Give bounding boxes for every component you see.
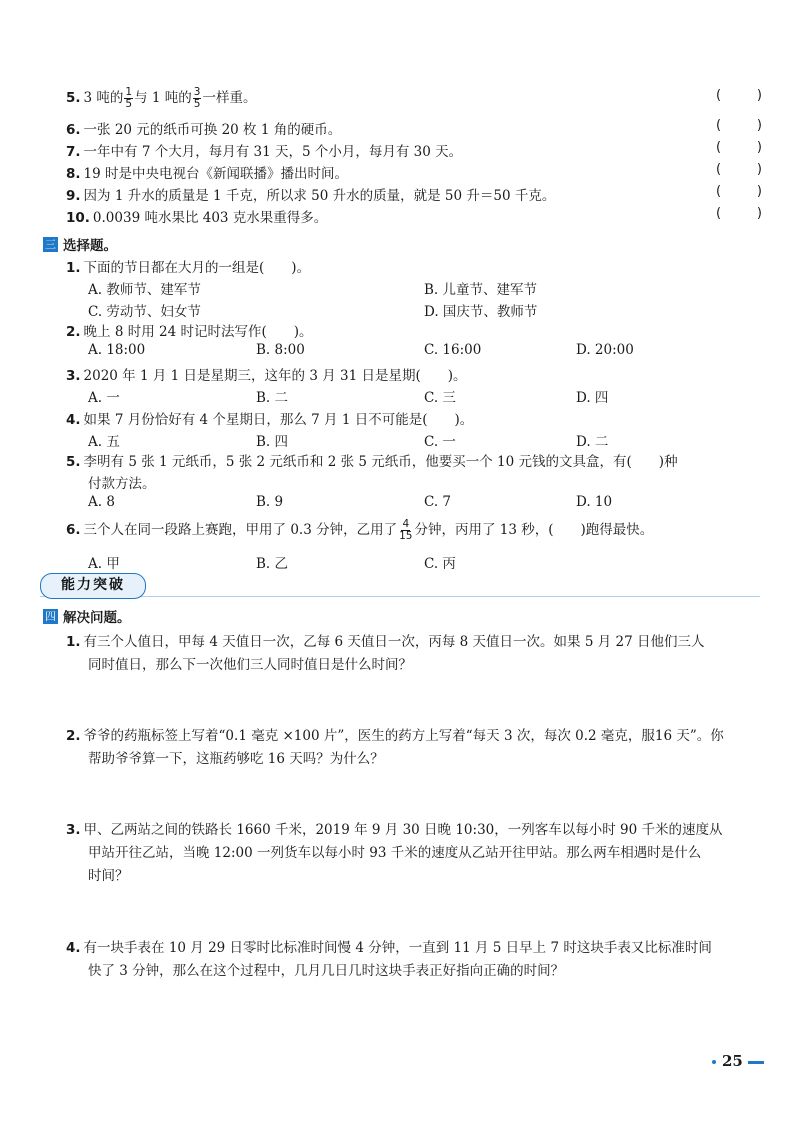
option[interactable]: C. 三 [424, 390, 456, 406]
section-title: 解决问题。 [63, 610, 131, 626]
choice-question-6: 6. 三个人在同一段路上赛跑，甲用了 0.3 分钟，乙用了 $\frac{4}{15}$ 分钟，丙用了 13 秒，( )跑得最快。 [66, 518, 654, 542]
option[interactable]: C. 16:00 [424, 342, 482, 358]
judge-item-7: 7. 一年中有 7 个大月，每月有 31 天，5 个小月，每月有 30 天。 [66, 144, 463, 160]
option[interactable]: A. 18:00 [88, 342, 146, 358]
option[interactable]: A. 五 [88, 434, 120, 450]
dot-ornament [712, 1060, 716, 1064]
choice-question-3: 3. 2020 年 1 月 1 日是星期三，这年的 3 月 31 日是星期( )。 [66, 368, 467, 384]
option[interactable]: A. 教师节、建军节 [88, 282, 201, 298]
option[interactable]: D. 四 [576, 390, 609, 406]
choice-question-4: 4. 如果 7 月份恰好有 4 个星期日，那么 7 月 1 日不可能是( )。 [66, 412, 474, 428]
fraction: $\frac{4}{15}$ [399, 518, 413, 542]
option[interactable]: B. 儿童节、建军节 [424, 282, 538, 298]
option[interactable]: B. 9 [256, 494, 284, 510]
section-badge: 四 [45, 609, 56, 623]
section-header-problems [43, 606, 131, 626]
judge-item-6: 6. 一张 20 元的纸币可换 20 枚 1 角的硬币。 [66, 122, 342, 138]
problem-3-line-3: 时间？ [88, 868, 129, 884]
problem-2-line-1: 2. 爷爷的药瓶标签上写着“0.1 毫克 ×100 片”，医生的药方上写着“每天 3 次，每次 0.2 毫克，服16 天”。你 [66, 728, 724, 744]
answer-blank[interactable]: ( ) [716, 140, 762, 155]
fraction: $\frac{3}{5}$ [193, 86, 201, 110]
choice-question-1: 1. 下面的节日都在大月的一组是( )。 [66, 260, 311, 276]
ability-banner: 能力突破 [40, 573, 146, 599]
answer-blank[interactable]: ( ) [716, 88, 762, 103]
option[interactable]: D. 二 [576, 434, 609, 450]
option[interactable]: A. 甲 [88, 556, 120, 572]
judge-item-5: 5. 3 吨的 $\frac{1}{5}$ 与 1 吨的 $\frac{3}{5}$ 一样重。 [66, 86, 257, 110]
answer-blank[interactable]: ( ) [716, 184, 762, 199]
option[interactable]: C. 丙 [424, 556, 456, 572]
option[interactable]: C. 劳动节、妇女节 [88, 304, 201, 320]
problem-3-line-1: 3. 甲、乙两站之间的铁路长 1660 千米，2019 年 9 月 30 日晚 10:30，一列客车以每小时 90 千米的速度从 [66, 822, 723, 838]
problem-3-line-2: 甲站开往乙站，当晚 12:00 一列货车以每小时 93 千米的速度从乙站开往甲站。那么两车相遇时是什么 [88, 845, 702, 861]
choice-question-5-cont: 付款方法。 [88, 476, 156, 492]
option[interactable]: D. 国庆节、教师节 [424, 304, 538, 320]
option[interactable]: A. 一 [88, 390, 120, 406]
answer-blank[interactable]: ( ) [716, 162, 762, 177]
section-title: 选择题。 [63, 238, 117, 254]
judge-item-10: 10. 0.0039 吨水果比 403 克水果重得多。 [66, 210, 328, 226]
page-number: 25 [712, 1052, 764, 1070]
option[interactable]: D. 20:00 [576, 342, 634, 358]
problem-1-line-2: 同时值日，那么下一次他们三人同时值日是什么时间？ [88, 657, 412, 673]
fraction: $\frac{1}{5}$ [125, 86, 133, 110]
judge-item-8: 8. 19 时是中央电视台《新闻联播》播出时间。 [66, 166, 349, 182]
option[interactable]: C. 一 [424, 434, 456, 450]
option[interactable]: A. 8 [88, 494, 115, 510]
choice-question-2: 2. 晚上 8 时用 24 时记时法写作( )。 [66, 324, 313, 340]
dash-ornament [748, 1061, 764, 1064]
choice-question-5: 5. 李明有 5 张 1 元纸币，5 张 2 元纸币和 2 张 5 元纸币，他要买一个 10 元钱的文具盒，有( )种 [66, 454, 678, 470]
problem-4-line-2: 快了 3 分钟，那么在这个过程中，几月几日几时这块手表正好指向正确的时间？ [88, 963, 565, 979]
option[interactable]: C. 7 [424, 494, 452, 510]
option[interactable]: D. 10 [576, 494, 613, 510]
option[interactable]: B. 四 [256, 434, 289, 450]
option[interactable]: B. 二 [256, 390, 289, 406]
answer-blank[interactable]: ( ) [716, 206, 762, 221]
section-badge: 三 [45, 237, 56, 251]
section-header-choice [43, 234, 117, 254]
option[interactable]: B. 乙 [256, 556, 289, 572]
problem-4-line-1: 4. 有一块手表在 10 月 29 日零时比标准时间慢 4 分钟，一直到 11 月 5 日早上 7 时这块手表又比标准时间 [66, 940, 712, 956]
problem-1-line-1: 1. 有三个人值日，甲每 4 天值日一次，乙每 6 天值日一次，丙每 8 天值日一次。如果 5 月 27 日他们三人 [66, 634, 705, 650]
answer-blank[interactable]: ( ) [716, 118, 762, 133]
problem-2-line-2: 帮助爷爷算一下，这瓶药够吃 16 天吗？为什么？ [88, 751, 384, 767]
option[interactable]: B. 8:00 [256, 342, 305, 358]
divider [40, 596, 760, 597]
judge-item-9: 9. 因为 1 升水的质量是 1 千克，所以求 50 升水的质量，就是 50 升＝50 千克。 [66, 188, 556, 204]
